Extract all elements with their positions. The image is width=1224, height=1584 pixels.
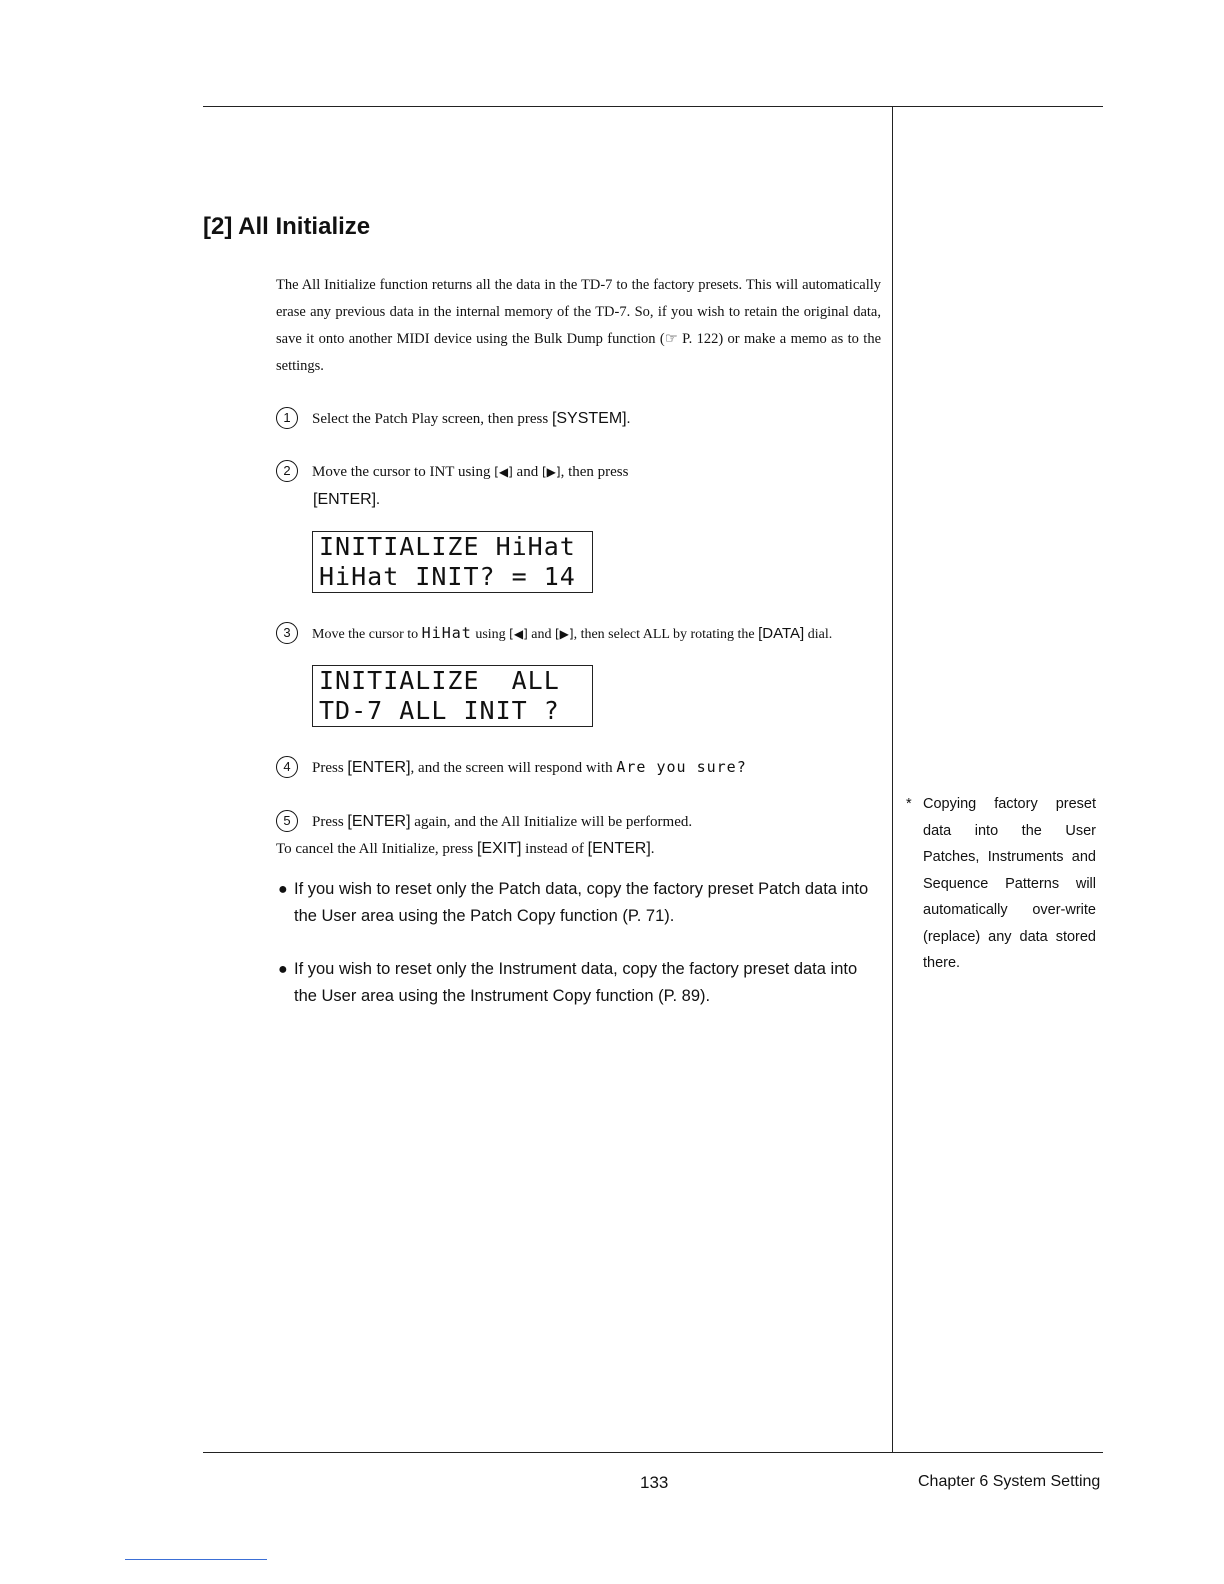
lcd-text-hihat: HiHat [421,624,472,642]
bullet-dot-icon: ● [278,881,288,898]
lcd-display-hihat [312,531,593,593]
step-number: 2 [276,460,298,482]
left-arrow-key: [◀] [494,465,513,479]
lcd-line-2: TD-7 ALL INIT ? [319,696,560,725]
blue-underline [125,1559,267,1560]
bullet-dot-icon: ● [278,961,288,978]
right-arrow-key: [▶] [554,627,574,641]
step-number: 4 [276,756,298,778]
bottom-rule [203,1452,1103,1453]
key-enter: [ENTER] [587,840,651,857]
step-2: 2 Move the cursor to INT using [◀] and [▶], then press [ENTER]. [276,459,836,514]
key-enter: [ENTER] [347,759,411,776]
page-number: 133 [640,1473,669,1492]
lcd-line-2: HiHat INIT? = 14 [319,562,576,591]
asterisk-marker: * [906,796,912,812]
left-arrow-key: [◀] [509,627,528,641]
margin-note: * Copying factory preset data into the User Patches, Instruments and Sequence Patterns will automatically over-write (replace) any data stored there. [906,791,1096,977]
key-data: [DATA] [758,625,805,642]
margin-divider [892,106,893,1453]
lcd-display-all [312,665,593,727]
key-enter: [ENTER] [347,813,411,830]
lcd-line-1: INITIALIZE HiHat [319,532,576,561]
top-rule [203,106,1103,107]
chapter-label: Chapter 6 System Setting [918,1473,1101,1490]
step-1: 1 Select the Patch Play screen, then press [SYSTEM]. [276,405,630,433]
key-system: [SYSTEM] [551,410,627,427]
key-enter: [ENTER] [313,491,377,508]
bullet-note-patch: ● If you wish to reset only the Patch data, copy the factory preset Patch data into the User area using the Patch Copy function (P. 71). [278,876,882,930]
lcd-line-1: INITIALIZE ALL [319,666,560,695]
lcd-text-confirm: Are you sure? [616,758,747,776]
step-number: 1 [276,407,298,429]
step-3: 3 Move the cursor to HiHat using [◀] and [▶], then select ALL by rotating the [DATA] dial. [276,620,886,648]
bullet-note-instrument: ● If you wish to reset only the Instrument data, copy the factory preset data into the User area using the Instrument Copy function (P. 89). [278,956,882,1010]
step-number: 5 [276,810,298,832]
right-arrow-key: [▶] [541,465,561,479]
section-heading: [2] All Initialize [203,213,371,240]
intro-paragraph: The All Initialize function returns all the data in the TD-7 to the factory presets. This will automatically erase any previous data in the internal memory of the TD-7. So, if you wish to retain the original data, save it onto another MIDI device using the Bulk Dump function (☞ P. 122) or make a memo as to the settings. [276,277,881,374]
step-4: 4 Press [ENTER], and the screen will respond with Are you sure? [276,754,747,782]
key-exit: [EXIT] [476,840,522,857]
step-number: 3 [276,622,298,644]
cancel-instruction: To cancel the All Initialize, press [EXIT] instead of [ENTER]. [276,840,655,857]
step-5: 5 Press [ENTER] again, and the All Initialize will be performed. [276,808,692,836]
